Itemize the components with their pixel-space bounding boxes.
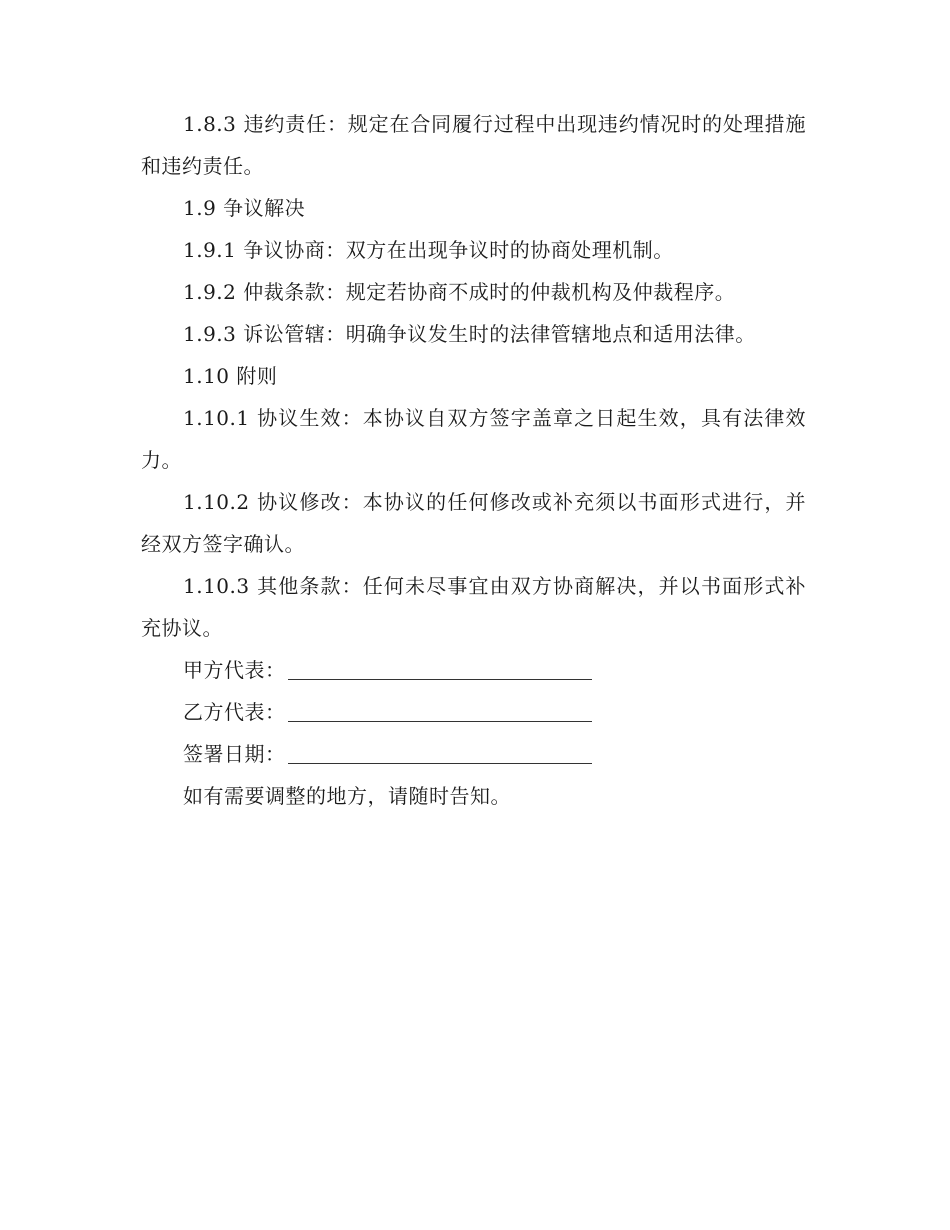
closing-note: 如有需要调整的地方，请随时告知。 (183, 784, 511, 808)
clause-1-9-1: 1.9.1 争议协商：双方在出现争议时的协商处理机制。 (183, 238, 674, 262)
clause-1-8-3: 1.8.3 违约责任：规定在合同履行过程中出现违约情况时的处理措施和违约责任。 (141, 112, 806, 178)
clause-1-9-2: 1.9.2 仲裁条款：规定若协商不成时的仲裁机构及仲裁程序。 (183, 280, 736, 304)
party-a-signature-line (288, 679, 592, 680)
clause-1-9-3: 1.9.3 诉讼管辖：明确争议发生时的法律管辖地点和适用法律。 (183, 322, 756, 346)
party-a-label: 甲方代表： (183, 658, 286, 682)
section-1-9-heading: 1.9 争议解决 (183, 196, 306, 220)
clause-1-10-1: 1.10.1 协议生效：本协议自双方签字盖章之日起生效，具有法律效力。 (141, 406, 806, 472)
document-body (141, 103, 806, 817)
party-b-signature-row (141, 691, 806, 733)
clause-1-10-3: 1.10.3 其他条款：任何未尽事宜由双方协商解决，并以书面形式补充协议。 (141, 574, 806, 640)
party-b-label: 乙方代表： (183, 700, 286, 724)
clause-1-10-2: 1.10.2 协议修改：本协议的任何修改或补充须以书面形式进行，并经双方签字确认。 (141, 490, 806, 556)
party-a-signature-row (141, 649, 806, 691)
party-b-signature-line (288, 721, 592, 722)
sign-date-line (288, 763, 592, 764)
section-1-10-heading: 1.10 附则 (183, 364, 278, 388)
sign-date-row (141, 733, 806, 775)
sign-date-label: 签署日期： (183, 742, 286, 766)
